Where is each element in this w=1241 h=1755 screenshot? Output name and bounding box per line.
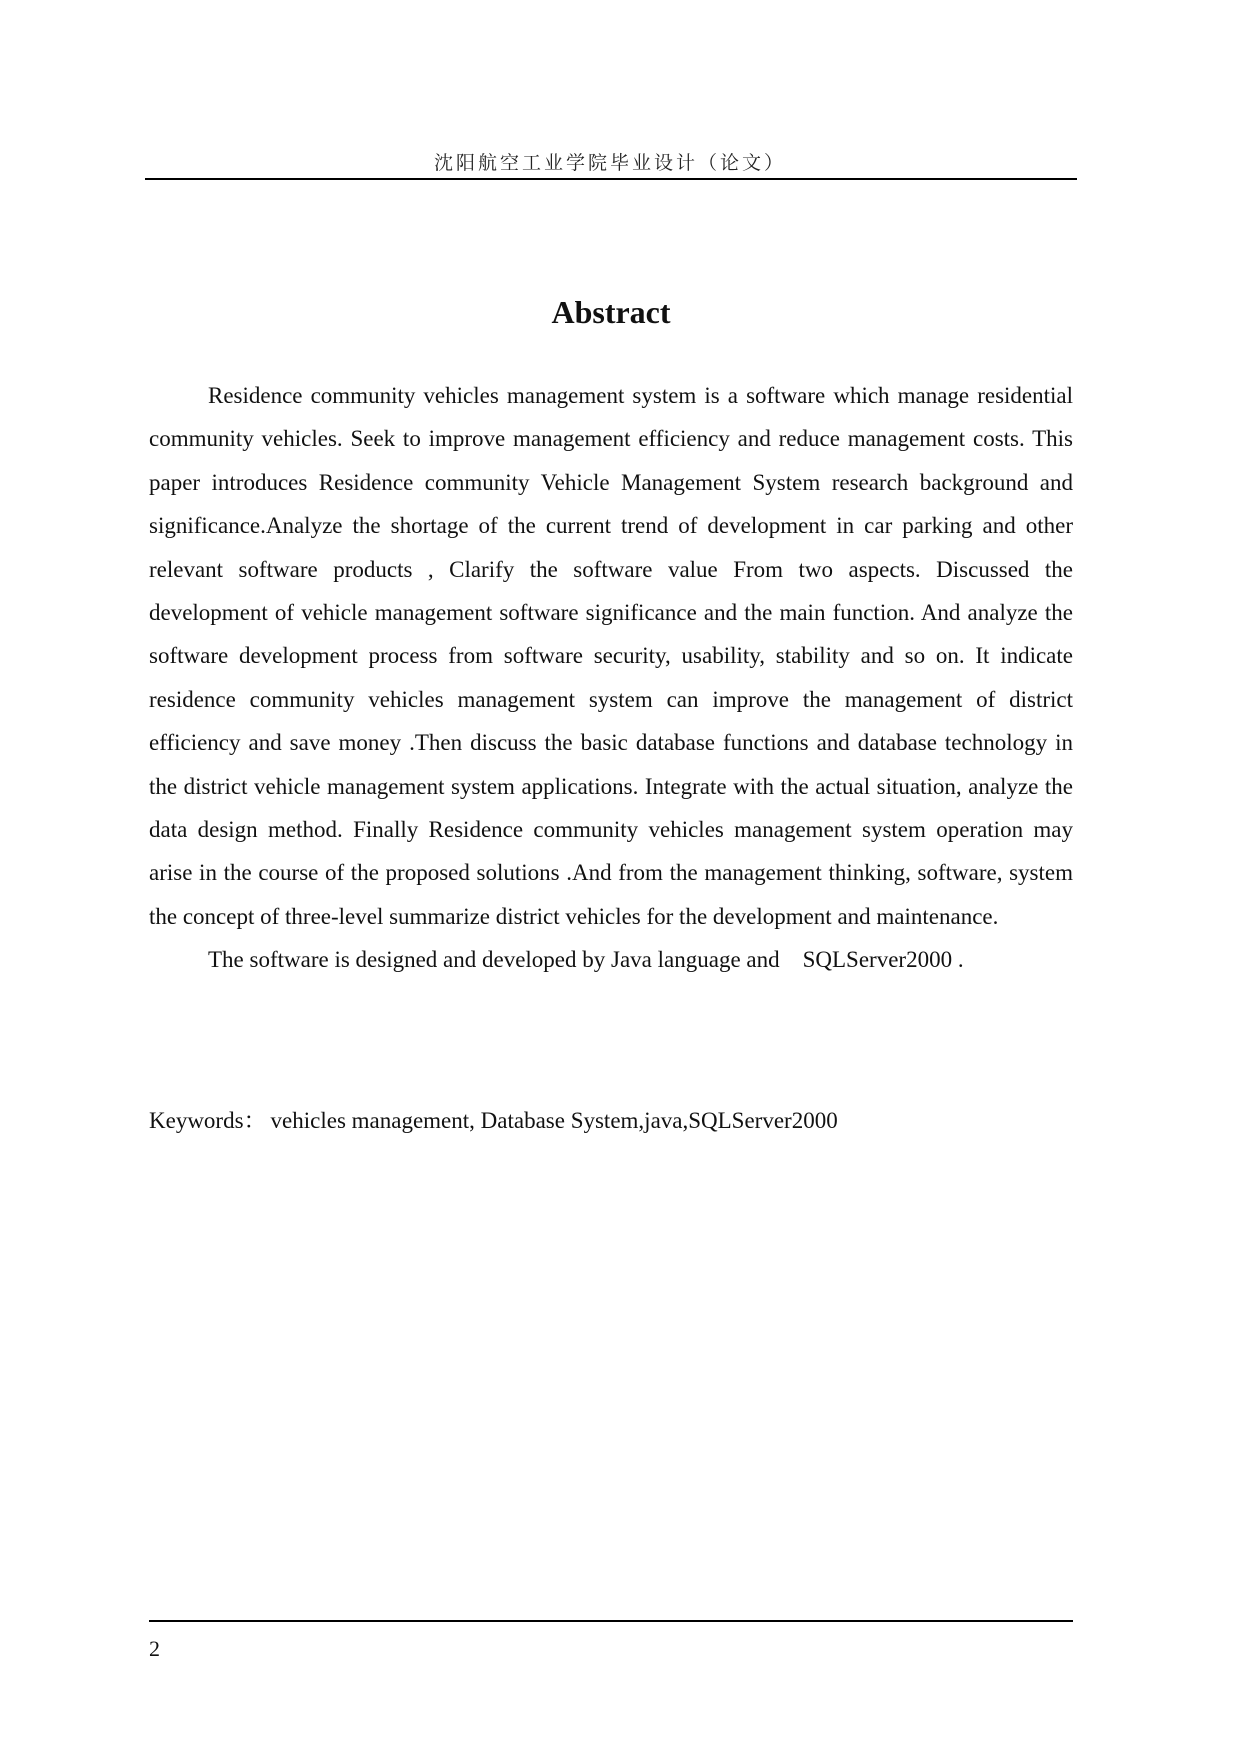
keywords-list: vehicles management, Database System,java,SQLServer2000 [270,1108,838,1133]
keywords-line [149,1099,1073,1142]
keywords-label: Keywords： [149,1108,267,1133]
abstract-paragraph-1: Residence community vehicles management system is a software which manage residential community vehicles. Seek to improve management efficiency and reduce management costs. This paper introduces Residence community Vehicle Management System research background and significance.Analyze the shortage of the current trend of development in car parking and other relevant software products , Clarify the software value From two aspects. Discussed the development of vehicle management software significance and the main function. And analyze the software development process from software security, usability, stability and so on. It indicate residence community vehicles management system can improve the management of district efficiency and save money .Then discuss the basic database functions and database technology in the district vehicle management system applications. Integrate with the actual situation, analyze the data design method. Finally Residence community vehicles management system operation may arise in the course of the proposed solutions .And from the management thinking, software, system the concept of three-level summarize district vehicles for the development and maintenance. [149,383,1073,929]
header-rule [145,178,1077,180]
abstract-title: Abstract [551,294,671,330]
abstract-body [149,374,1073,982]
page-number: 2 [149,1636,160,1661]
footer-rule [149,1620,1073,1622]
abstract-paragraph-2: The software is designed and developed by Java language and SQLServer2000 . [208,947,964,973]
running-header: 沈阳航空工业学院毕业设计（论文） [433,152,786,174]
